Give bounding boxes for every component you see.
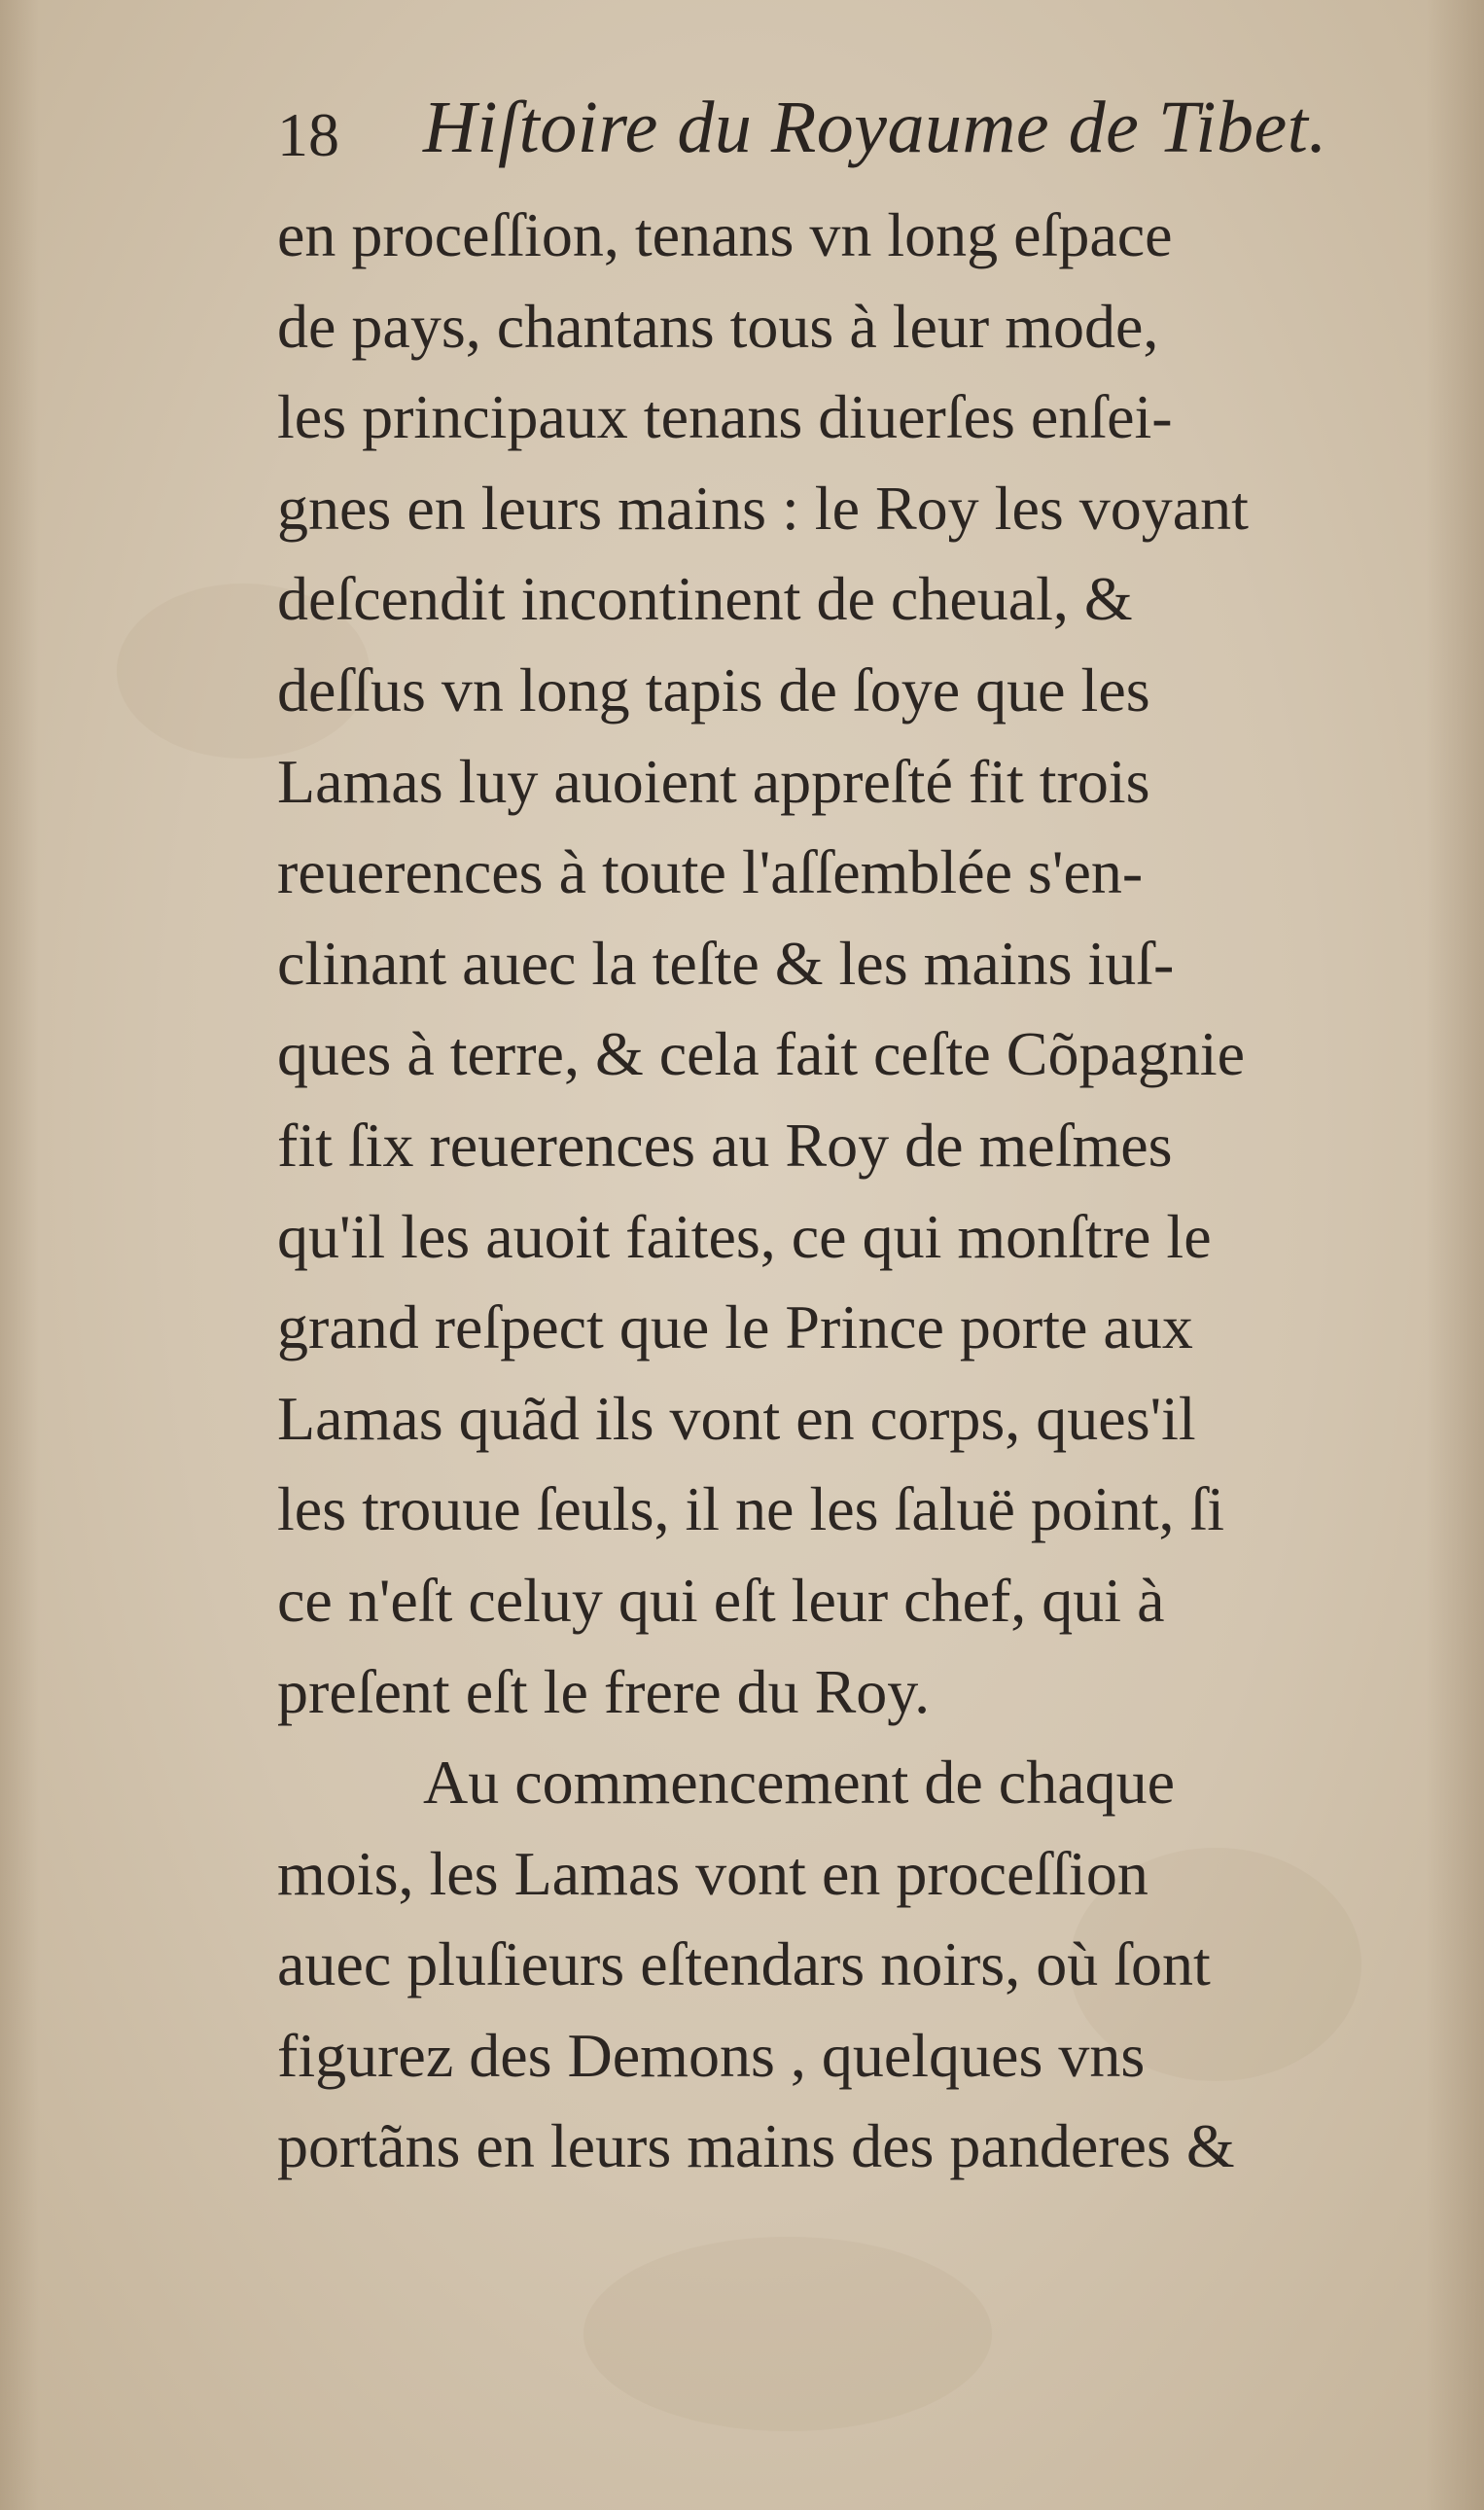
text-line: ques à terre, & cela fait ceſte Cõpagnie [277,1019,1246,1089]
text-line: preſent eſt le frere du Roy. [277,1656,931,1726]
text-line: les trouue ſeuls, il ne les ſaluë point, ſi [277,1474,1225,1544]
body-text [277,190,1410,2192]
text-line: grand reſpect que le Prince porte aux [277,1292,1193,1362]
text-line: deſcendit incontinent de cheual, & [277,564,1133,634]
text-line: en proceſſion, tenans vn long eſpace [277,200,1173,269]
text-line: figurez des Demons , quelques vns [277,2020,1146,2090]
running-title: Hiſtoire du Royaume de Tibet. [423,87,1327,168]
text-line: gnes en leurs mains : le Roy les voyant [277,473,1249,543]
text-line: reuerences à toute l'aſſemblée s'en- [277,837,1144,907]
page-number: 18 [277,100,339,169]
text-line: ce n'eſt celuy qui eſt leur chef, qui à [277,1565,1165,1635]
text-line: deſſus vn long tapis de ſoye que les [277,654,1150,725]
text-line: les principaux tenans diuerſes enſei- [277,382,1173,452]
paper-stain [583,2237,992,2431]
text-line: Lamas luy auoient appreſté fit trois [277,746,1150,816]
running-header [277,86,1327,173]
text-line: Lamas quãd ils vont en corps, ques'il [277,1383,1196,1453]
text-line: clinant auec la teſte & les mains iuſ- [277,928,1175,998]
text-line: de pays, chantans tous à leur mode, [277,291,1159,361]
text-line: auec pluſieurs eſtendars noirs, où ſont [277,1929,1211,1999]
text-line: portãns en leurs mains des panderes & [277,2111,1235,2181]
text-line: mois, les Lamas vont en proceſſion [277,1838,1148,1908]
text-line: fit ſix reuerences au Roy de meſmes [277,1110,1173,1180]
page-right-edge-shadow [1426,0,1484,2510]
text-line: qu'il les auoit faites, ce qui monſtre le [277,1201,1212,1271]
paragraph-start-line: Au commencement de chaque [423,1748,1175,1818]
page-left-edge-shadow [0,0,39,2510]
